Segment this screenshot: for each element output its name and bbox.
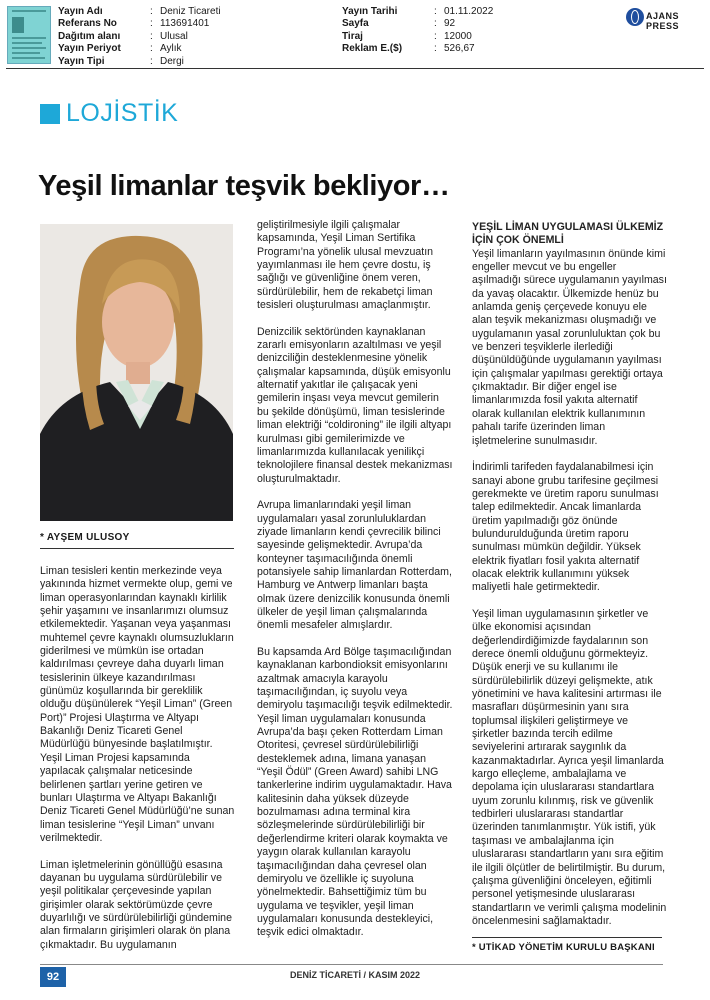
paragraph: Bu kapsamda Ard Bölge taşımacılığından kaynaklanan karbondioksit emisyonlarını azaltmak amacıyla karayolu taşımacılığından, iç suyolu veya demiryolu taşımacılığı teşvik edilmektedir. Yeşil liman uygulamaları konusunda Avrupa’da başı çeken Rotterdam Liman Otoritesi, çevresel sürdürülebilirliği desteklemek adına, limana yanaşan “Yeşil Ödül” (Green Award) sahibi LNG tankerlerine indirim uygulamaktadır. Hava kalitesinin daha yüksek düzeyde bozulmaması adına terminal kira sözleşmelerinde sürdürülebilirliği bir değerlendirme kriteri olarak koymakta ve yaygın olarak kullanılan karayolu taşımacılığından daha çevresel olan demiryolu ve özellikle iç suyoluna yönelmektedir. Bahsettiğimiz tüm bu uygulama ve teşvikler, yeşil liman uygulamaları konusunda destekleyici, teşvik edici olmaktadır.: [257, 646, 453, 939]
article-column-2: [257, 219, 453, 953]
meta-row: Dağıtım alanı : Ulusal: [58, 30, 188, 42]
paragraph: Denizcilik sektöründen kaynaklanan zararlı emisyonların azaltılması ve yeşil denizciliğin desteklenmesine yönelik çalışmalar kapsamında, düşük emisyonlu alternatif yakıtlar ile çalışacak yeni gemilerin inşası veya mevcut gemilerin bu şekilde dönüşümü, liman tesislerinde liman elektriği “coldironing” ile ilgili altyapı kurulması gibi gemilerimizde ve limanlarımızda kullanılacak yenilikçi teknolojilere finansal destek mekanizması oluşturulmaktadır.: [257, 325, 453, 485]
section-label: LOJİSTİK: [66, 99, 179, 127]
logo-text: AJANS PRESS: [646, 11, 680, 31]
meta-row: Yayın Tipi : Dergi: [58, 55, 184, 67]
ajans-press-logo: [612, 8, 702, 31]
clipping-thumbnail: [7, 6, 51, 64]
section-square-icon: [40, 104, 60, 124]
article-column-3: [472, 221, 667, 942]
publication-meta-left: [58, 6, 221, 68]
article-column-1: [40, 565, 235, 965]
photo-caption: * AYŞEM ULUSOY: [40, 532, 130, 543]
publication-meta-right: [342, 6, 493, 56]
footer-text: DENİZ TİCARETİ / KASIM 2022: [289, 970, 421, 980]
portrait-illustration: [40, 224, 233, 521]
paragraph: Avrupa limanlarındaki yeşil liman uygulamaları yasal zorunluluklardan ziyade limanların kendi çevrecilik bilinci sayesinde gelişmektedir. Avrupa’da konteyner taşımacılığında önemli potansiyele sahip limanlardan Rotterdam, Hamburg ve Antwerp limanları başta olmak üzere denizcilik konusunda önemli ülkeler de yeşil liman çalışmalarında önemli mesafeler almışlardır.: [257, 499, 452, 632]
article-headline: Yeşil limanlar teşvik bekliyor…: [38, 170, 450, 202]
meta-row: Sayfa : 92: [342, 18, 456, 30]
footer-divider: [40, 964, 663, 965]
caption-divider: [40, 548, 234, 549]
paragraph: Liman işletmelerinin gönüllüğü esasına dayanan bu uygulama sürdürülebilir ve yeşil politikalar çerçevesinde yapılan girişimler olarak sektörümüzde çevre duyarlılığı ve sürdürülebilirliği gündemine alan firmaların girişimleri olarak ön plana çıkmaktadır. Bu uygulamanın: [40, 858, 232, 951]
meta-row: Referans No : 113691401: [58, 18, 210, 30]
meta-row: Reklam E.($) : 526,67: [342, 43, 475, 55]
meta-row: Yayın Tarihi : 01.11.2022: [342, 6, 494, 17]
globe-icon: [626, 8, 644, 26]
paragraph: İndirimli tarifeden faydalanabilmesi için sanayi abone grubu tarifesine geçilmesi gerekmekte ve üretim raporu sunulması talep edilmektedir. Ancak limanlarda üretim yapılmadığı göz önünde bulundurulduğunda üretim raporu sunulması mümkün değildir. Yüksek elektrik fiyatları fosil yakıta alternatif olacak elektrik kullanımını yüksek maliyetli hale getirmektedir.: [472, 461, 659, 594]
paragraph: geliştirilmesiyle ilgili çalışmalar kapsamında, Yeşil Liman Sertifika Programı’na yönelik ulusal mevzuatın yayımlanması ile hem çevre dostu, iş sağlığı ve güvenliğine önem veren, sürdürülebilir, hem de rekabetçi liman tesisleri oluşturulması amaçlanmıştır.: [257, 219, 434, 312]
paragraph: Yeşil limanların yayılmasının önünde kimi engeller mevcut ve bu engeller aşılmadığı sürece uygulamanın yayılması da yavaş olacaktır. Ülkemizde henüz bu anlamda geniş çerçevede konuyu ele alan teşvik mekanizması oluşmadığı ve uygulamanın yasal zorunluluktan çok bu ve benzeri teşviklerle ilerlediği düşünüldüğünde uygulamanın yayılması için çalışmalar yapılması gerektiği ortaya çıkmaktadır. Bir diğer engel ise limanlarımızda fosil yakıta alternatif olarak kullanılan elektrik kullanımının pahalı tarife üzerinden liman işletmelerine sunulmasıdır.: [472, 247, 667, 447]
author-signature: * UTİKAD YÖNETİM KURULU BAŞKANI: [472, 942, 655, 953]
page-number-badge: 92: [40, 967, 66, 987]
meta-row: Yayın Adı : Deniz Ticareti: [58, 6, 221, 17]
meta-row: Tiraj : 12000: [342, 30, 472, 42]
author-photo: [40, 224, 233, 521]
paragraph: Yeşil liman uygulamasının şirketler ve ülke ekonomisi açısından değerlendirdiğimizde faydalarının son derece önemli olduğunu görmekteyiz. Düşük enerji ve su kullanımı ile sürdürülebilirlik düzeyi gelişmekte, atık yönetimini ve hava kalitesini artırması ile masrafları düşürmesinin yanı sıra toplumsal ilişkileri geliştirmeye ve şirketler bazında tercih edilme seviyelerini artırarak saygınlık da kazanmaktadırlar. Ayrıca yeşil limanlarda kargo elleçleme, ambalajlama ve depolama için uluslararası standartlara uyum zorunlu kılınmış, risk ve güvenlik tedbirleri uluslararası standartlar üzerinden tanımlanmıştır. Yük istifi, yük taşıması ve ambalajlanma için uluslararası standartların yanı sıra eğitim ile ilgili ölçütler de belirtilmiştir. Bu durum, çalışma güvenliğini önceleyen, eğitimli personel yetişmesinde uluslararası standartların ve verimli çalışma modelinin öncelenmesini sağlamaktadır.: [472, 607, 667, 927]
paragraph: Liman tesisleri kentin merkezinde veya yakınında hizmet vermekte olup, gemi ve liman operasyonlarından kaynaklı kirlilik şehir yaşamını ve insanlarımızı olumsuz etkilemektedir. Yaşanan veya yaşanması muhtemel çevre kaynaklı olumsuzlukların giderilmesi ve mümkün ise ortadan kaldırılması çevreye daha duyarlı liman tesislerinin ülkeye kazandırılması günümüz koşullarında bir gereklilik olduğu düşünülerek “Yeşil Liman” (Green Port)” Projesi Ulaştırma ve Altyapı Bakanlığı Deniz Ticareti Genel Müdürlüğü bünyesinde başlatılmıştır. Yeşil Liman Projesi kapsamında yapılacak çalışmalar neticesinde belirlenen şartları yerine getiren ve bunları Ulaştırma ve Altyapı Bakanlığı Deniz Ticareti Genel Müdürlüğü’ne sunan liman tesislerine “Yeşil Liman” unvanı verilmektedir.: [40, 565, 235, 844]
signature-divider: [472, 937, 662, 938]
column-subheading: YEŞİL LİMAN UYGULAMASI ÜLKEMİZ İÇİN ÇOK ÖNEMLİ: [472, 221, 664, 247]
header-divider: [6, 68, 704, 69]
meta-row: Yayın Periyot : Aylık: [58, 43, 182, 55]
